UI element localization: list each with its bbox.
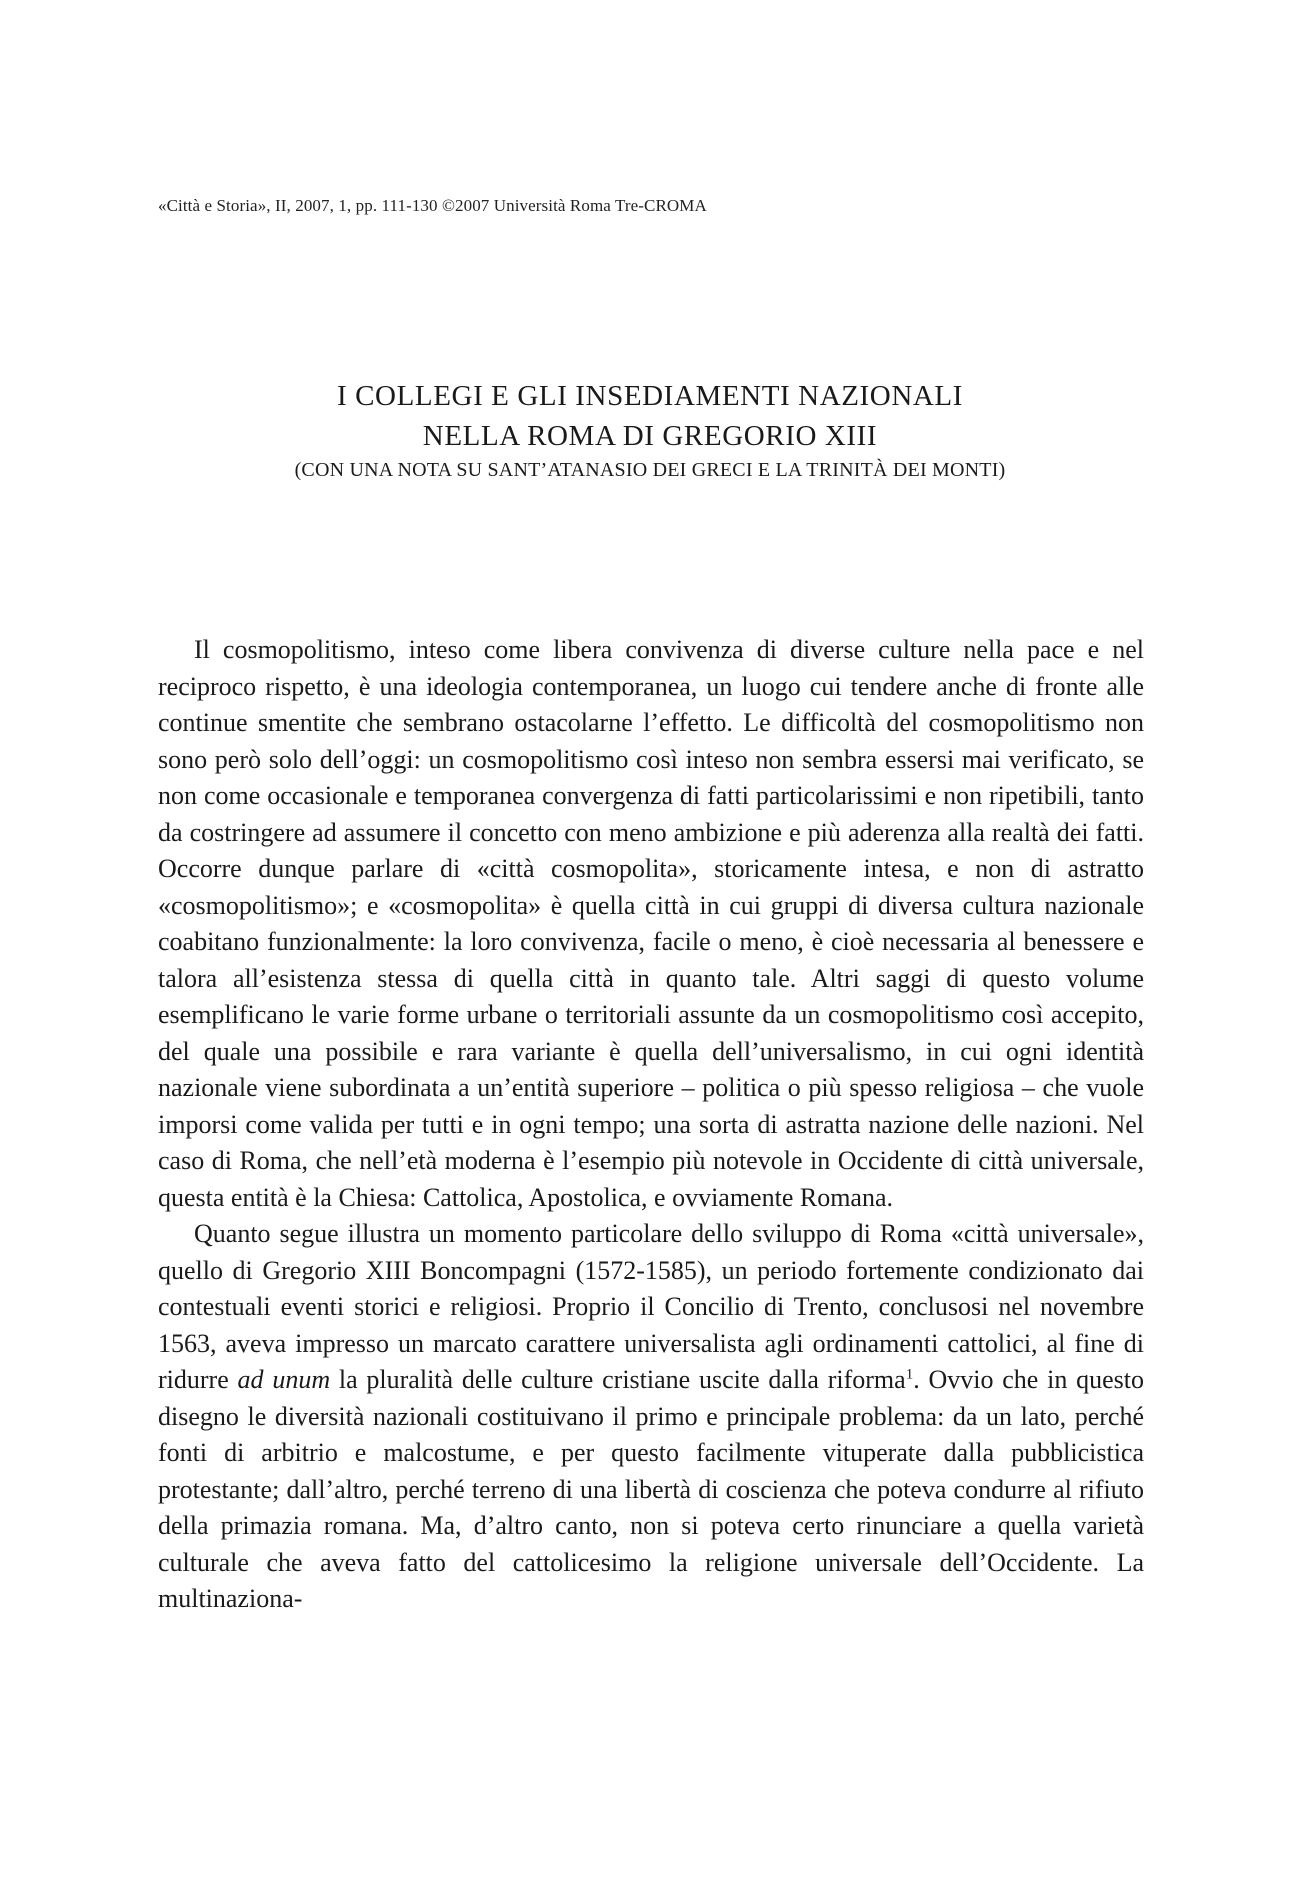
paragraph-2 [158, 1216, 1144, 1618]
article-title-line-1: I COLLEGI E GLI INSEDIAMENTI NAZIONALI [336, 380, 964, 412]
paragraph-2-text-b: la pluralità delle culture cristiane uscite dalla riforma [330, 1365, 906, 1394]
article-title-line-2: NELLA ROMA DI GREGORIO XIII [422, 420, 878, 452]
article-body [158, 632, 1144, 1618]
journal-citation: «Città e Storia», II, 2007, 1, pp. 111-130 ©2007 Università Roma Tre-CROMA [158, 196, 707, 215]
paragraph-2-text-c: . Ovvio che in questo disegno le diversità nazionali costituivano il primo e principale problema: da un lato, perché fonti di arbitrio e malcostume, e per questo facilmente vituperate dalla pubblicistica protestante; dall’altro, perché terreno di una libertà di coscienza che poteva condurre al rifiuto della primazia romana. Ma, d’altro canto, non si poteva certo rinunciare a quella varietà culturale che aveva fatto del cattolicesimo la religione universale dell’Occidente. La multinaziona- [158, 1365, 1145, 1613]
paragraph-1: Il cosmopolitismo, inteso come libera convivenza di diverse culture nella pace e nel reciproco rispetto, è una ideologia contemporanea, un luogo cui tendere anche di fronte alle continue smentite che sembrano ostacolarne l’effetto. Le difficoltà del cosmopolitismo non sono però solo dell’oggi: un cosmopolitismo così inteso non sembra essersi mai verificato, se non come occasionale e temporanea convergenza di fatti particolarissimi e non ripetibili, tanto da costringere ad assumere il concetto con meno ambizione e più aderenza alla realtà dei fatti. Occorre dunque parlare di «città cosmopolita», storicamente intesa, e non di astratto «cosmopolitismo»; e «cosmopolita» è quella città in cui gruppi di diversa cultura nazionale coabitano funzionalmente: la loro convivenza, facile o meno, è cioè necessaria al benessere e talora all’esistenza stessa di quella città in quanto tale. Altri saggi di questo volume esemplificano le varie forme urbane o territoriali assunte da un cosmopolitismo così accepito, del quale una possibile e rara variante è quella dell’universalismo, in cui ogni identità nazionale viene subordinata a un’entità superiore – politica o più spesso religiosa – che vuole imporsi come valida per tutti e in ogni tempo; una sorta di astratta nazione delle nazioni. Nel caso di Roma, che nell’età moderna è l’esempio più notevole in Occidente di città universale, questa entità è la Chiesa: Cattolica, Apostolica, e ovviamente Romana. [158, 635, 1144, 1212]
latin-phrase: ad unum [237, 1365, 331, 1394]
paragraph-2-text-a: Quanto segue illustra un momento particolare dello sviluppo di Roma «città universale», quello di Gregorio XIII Boncompagni (1572-1585), un periodo fortemente condizionato dai contestuali eventi storici e religiosi. Proprio il Concilio di Trento, conclusosi nel novembre 1563, aveva impresso un marcato carattere universalista agli ordinamenti cattolici, al fine di ridurre [158, 1219, 1144, 1394]
footnote-reference[interactable]: 1 [905, 1366, 914, 1383]
article-title-block [0, 376, 1300, 482]
article-subtitle: (CON UNA NOTA SU SANT’ATANASIO DEI GRECI E LA TRINITÀ DEI MONTI) [294, 459, 1006, 481]
